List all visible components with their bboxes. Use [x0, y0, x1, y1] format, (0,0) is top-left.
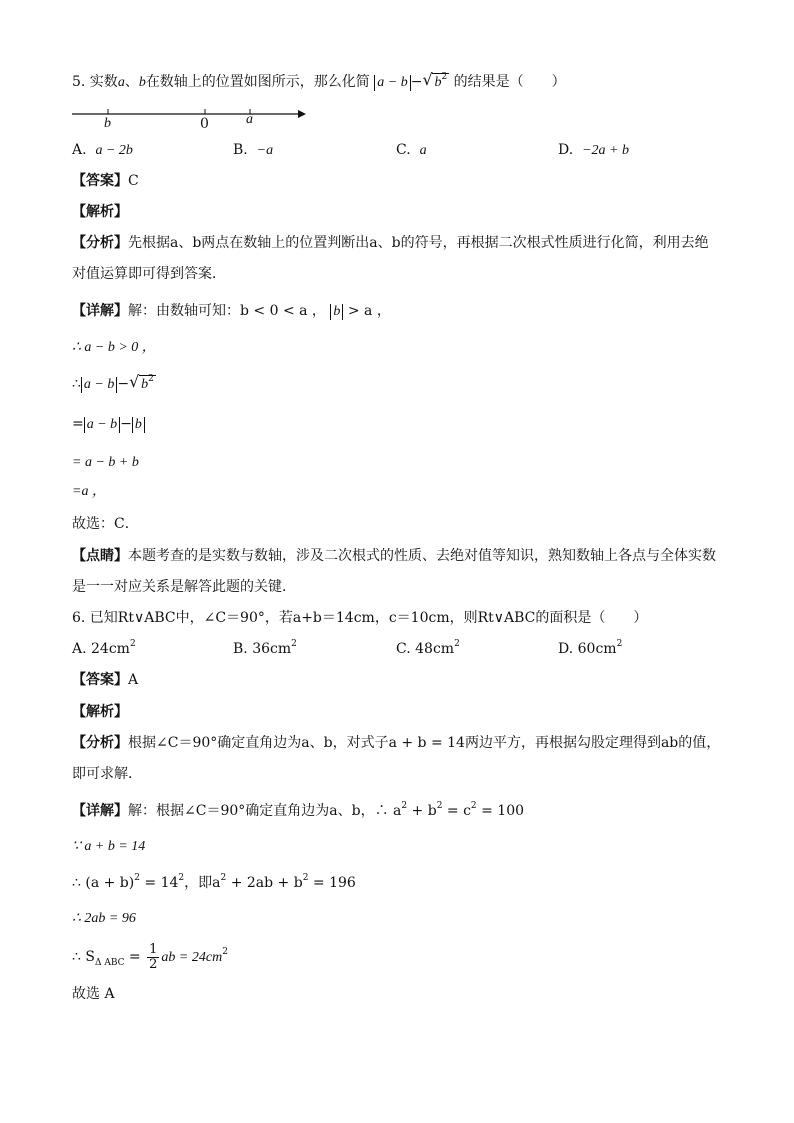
q5-option-a: A. a − 2b — [72, 142, 133, 158]
q5-detail-1: 【详解】解：由数轴可知：b < 0 < a ， b > a ， — [72, 303, 391, 319]
q5-step-1: ∴ a − b > 0 ， — [72, 340, 156, 355]
axis-label-zero: 0 — [200, 116, 209, 132]
axis-label-a: a — [246, 112, 253, 127]
q5-dianjing-1: 【点睛】本题考查的是实数与数轴，涉及二次根式的性质、去绝对值等知识，熟知数轴上各点与全体实数 — [72, 548, 716, 564]
q5-option-d: D. −2a + b — [558, 142, 629, 158]
q6-step-1: ∵ a + b = 14 — [72, 839, 146, 854]
q5-step-5: =a ， — [72, 484, 106, 499]
q5-fenxi-2: 对值运算即可得到答案． — [72, 266, 226, 282]
q6-detail-1: 【详解】解：根据∠C＝90°确定直角边为a、b，∴ $a^2 + b^2 = c^2 = 100$ — [72, 801, 525, 819]
q5-answer: 【答案】C — [72, 173, 139, 189]
q6-analysis-heading: 【解析】 — [72, 704, 128, 720]
q5-step-2: ∴ a − b − √ $b^2$ — [72, 372, 154, 392]
q5-abs-expr: a − b — [374, 75, 410, 91]
q5-option-b: B. −a — [233, 142, 274, 158]
q5-dianjing-2: 是一一对应关系是解答此题的关键． — [72, 579, 296, 595]
q5-step-3: = a − b − b — [72, 414, 145, 434]
q5-sqrt: √ $b^2$ — [422, 70, 448, 90]
q6-step-3: ∴ 2ab = 96 — [72, 911, 136, 926]
q6-option-b: B. $36cm^2$ — [233, 639, 297, 657]
q6-step-4: ∴ $S_{\Delta ABC}$ = $\frac{1}{2}$ ab = $24cm^2$ — [72, 941, 228, 972]
q5-choose: 故选：C． — [72, 516, 139, 532]
q5-step-4: = a − b + b — [72, 455, 139, 470]
q6-option-a: A. $24cm^2$ — [72, 639, 136, 657]
q6-option-c: C. $48cm^2$ — [396, 639, 460, 657]
q6-fenxi-1: 【分析】根据∠C＝90°确定直角边为a、b，对式子a + b = 14两边平方，再根据勾股定理得到ab的值， — [72, 735, 721, 751]
q6-option-d: D. $60cm^2$ — [558, 639, 623, 657]
q6-stem: 6. 已知Rt∨ABC中，∠C＝90°，若a+b＝14cm，c＝10cm，则Rt∨ABC的面积是（ ） — [72, 610, 648, 626]
q6-fenxi-2: 即可求解． — [72, 766, 142, 782]
q5-stem: 5. 实数a、b在数轴上的位置如图所示，那么化简 a − b − √ $b^2$ 的结果是（ ） — [72, 70, 566, 90]
q5-fenxi-1: 【分析】先根据a、b两点在数轴上的位置判断出a、b的符号，再根据二次根式性质进行化简，利用去绝 — [72, 235, 709, 251]
axis-label-b: b — [104, 116, 111, 131]
q5-option-c: C. a — [396, 142, 427, 158]
fraction-half: $\frac{1}{2}$ — [149, 941, 158, 972]
q6-choose: 故选 A — [72, 986, 115, 1002]
q6-step-2: ∴ $(a + b)^2 = 14^2$，即$a^2 + 2ab + b^2 = 196$ — [72, 873, 356, 891]
q6-answer: 【答案】A — [72, 672, 139, 688]
q5-analysis-heading: 【解析】 — [72, 204, 128, 220]
